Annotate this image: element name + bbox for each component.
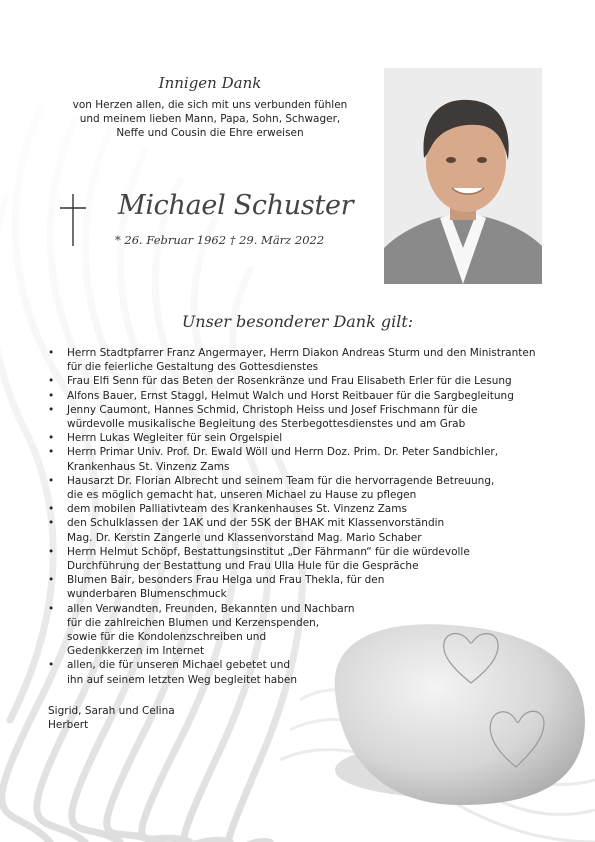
thanks-item-text: dem mobilen Palliativteam des Krankenhauses St. Vinzenz Zams <box>67 503 407 516</box>
cross-icon <box>58 192 88 248</box>
thanks-item <box>48 346 568 374</box>
bullet-icon: • <box>48 503 55 516</box>
thanks-item-text: Mag. Dr. Kerstin Zangerle und Klassenvorstand Mag. Mario Schaber <box>67 531 422 544</box>
thanks-item-text: die es möglich gemacht hat, unseren Michael zu Hause zu pflegen <box>67 489 417 502</box>
signature-line: Sigrid, Sarah und Celina <box>48 705 175 717</box>
bullet-icon: • <box>48 517 55 530</box>
bullet-icon: • <box>48 659 55 672</box>
deceased-name: Michael Schuster <box>118 190 354 221</box>
thanks-item-text: Herrn Primar Univ. Prof. Dr. Ewald Wöll und Herrn Doz. Prim. Dr. Peter Sandbichler, <box>67 446 499 459</box>
thanks-item-text: wunderbaren Blumenschmuck <box>67 588 227 601</box>
thanks-item-text: Krankenhaus St. Vinzenz Zams <box>67 460 230 473</box>
thanks-heading: Unser besonderer Dank gilt: <box>181 312 414 331</box>
thanks-item-text: für die feierliche Gestaltung des Gottesdienstes <box>67 361 319 374</box>
thanks-item <box>48 445 568 473</box>
bullet-icon: • <box>48 574 55 587</box>
header-dedication <box>40 98 380 140</box>
life-dates: * 26. Februar 1962 † 29. März 2022 <box>115 233 325 247</box>
bullet-icon: • <box>48 602 55 615</box>
thanks-item-text: für die zahlreichen Blumen und Kerzenspenden, <box>67 616 320 629</box>
signature-line: Herbert <box>48 719 89 732</box>
thanks-item-text: Jenny Caumont, Hannes Schmid, Christoph Heiss und Josef Frischmann für die <box>67 403 478 416</box>
thanks-item-text: Blumen Bair, besonders Frau Helga und Frau Thekla, für den <box>67 574 385 587</box>
bullet-icon: • <box>48 446 55 459</box>
thanks-item <box>48 573 568 601</box>
header-title: Innigen Dank <box>158 74 262 92</box>
thanks-item-text: den Schulklassen der 1AK und der 5SK der BHAK mit Klassenvorständin <box>67 517 445 530</box>
thanks-item-text: Durchführung der Bestattung und Frau Ulla Hule für die Gespräche <box>67 560 419 573</box>
thanks-item-text: Alfons Bauer, Ernst Staggl, Helmut Walch und Horst Reitbauer für die Sargbegleitung <box>67 389 514 402</box>
thanks-item-text: Gedenkkerzen im Internet <box>67 645 205 658</box>
bullet-icon: • <box>48 474 55 487</box>
header-line: von Herzen allen, die sich mit uns verbunden fühlen <box>72 99 348 111</box>
thanks-list <box>48 346 568 687</box>
header-line: Neffe und Cousin die Ehre erweisen <box>116 127 304 139</box>
thanks-item <box>48 374 568 388</box>
thanks-item <box>48 474 568 502</box>
header-line: und meinem lieben Mann, Papa, Sohn, Schwager, <box>79 113 341 125</box>
thanks-item-text: sowie für die Kondolenzschreiben und <box>67 631 267 644</box>
thanks-item <box>48 602 568 659</box>
thanks-item <box>48 403 568 431</box>
thanks-item <box>48 516 568 544</box>
bullet-icon: • <box>48 389 55 402</box>
thanks-item-text: Hausarzt Dr. Florian Albrecht und seinem Team für die hervorragende Betreuung, <box>67 474 495 487</box>
thanks-item-text: Herrn Lukas Wegleiter für sein Orgelspiel <box>67 432 283 445</box>
portrait-image <box>384 68 542 284</box>
bullet-icon: • <box>48 403 55 416</box>
thanks-item-text: Frau Elfi Senn für das Beten der Rosenkränze und Frau Elisabeth Erler für die Lesung <box>67 375 512 388</box>
thanks-item-text: ihn auf seinem letzten Weg begleitet haben <box>67 673 298 686</box>
signature <box>48 704 175 732</box>
thanks-item-text: Herrn Helmut Schöpf, Bestattungsinstitut „Der Fährmann“ für die würdevolle <box>67 545 470 558</box>
thanks-item <box>48 431 568 445</box>
thanks-item-text: allen Verwandten, Freunden, Bekannten und Nachbarn <box>67 602 355 615</box>
thanks-item <box>48 502 568 516</box>
thanks-item <box>48 658 568 686</box>
thanks-item <box>48 545 568 573</box>
thanks-item-text: würdevolle musikalische Begleitung des Sterbegottesdienstes und am Grab <box>67 418 466 431</box>
thanks-item-text: Herrn Stadtpfarrer Franz Angermayer, Herrn Diakon Andreas Sturm und den Ministranten <box>67 347 536 359</box>
thanks-item-text: allen, die für unseren Michael gebetet und <box>67 659 291 672</box>
bullet-icon: • <box>48 347 55 359</box>
bullet-icon: • <box>48 432 55 445</box>
heart-outline-icon <box>486 704 548 770</box>
portrait-photo <box>384 68 542 284</box>
thanks-item <box>48 389 568 403</box>
bullet-icon: • <box>48 375 55 388</box>
bullet-icon: • <box>48 545 55 558</box>
